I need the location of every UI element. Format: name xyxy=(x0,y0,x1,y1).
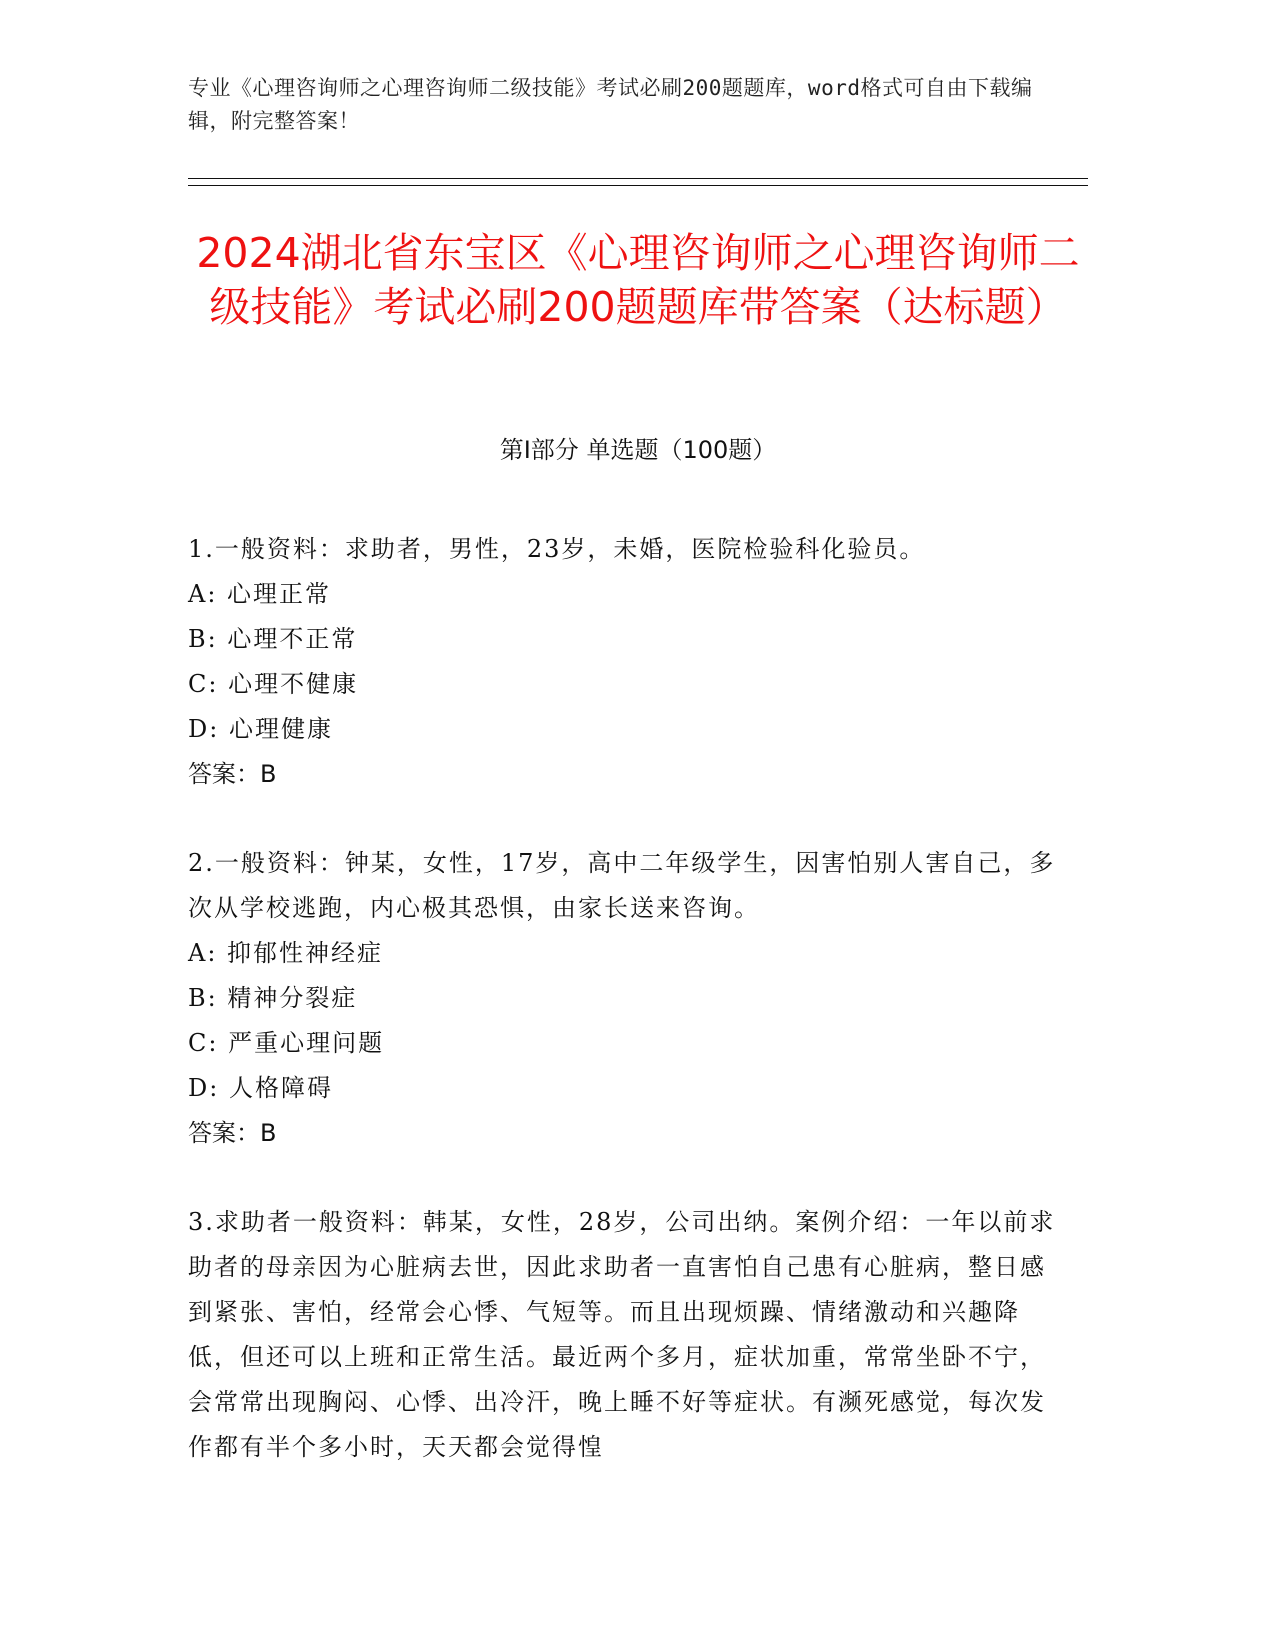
question-stem: 3.求助者一般资料：韩某，女性，28岁，公司出纳。案例介绍：一年以前求助者的母亲因为心脏病去世，因此求助者一直害怕自己患有心脏病，整日感到紧张、害怕，经常会心悸、气短等。而且出现烦躁、情绪激动和兴趣降低，但还可以上班和正常生活。最近两个多月，症状加重，常常坐卧不宁，会常常出现胸闷、心悸、出冷汗，晚上睡不好等症状。有濒死感觉，每次发作都有半个多小时，天天都会觉得惶 xyxy=(188,1208,1056,1461)
header-rule-bottom xyxy=(188,185,1088,186)
option-b: B: 精神分裂症 xyxy=(188,984,358,1012)
question-stem: 1.一般资料：求助者，男性，23岁，未婚，医院检验科化验员。 xyxy=(188,535,926,563)
option-a: A: 抑郁性神经症 xyxy=(188,939,384,967)
question-2 xyxy=(188,841,1068,1156)
question-stem: 2.一般资料：钟某，女性，17岁，高中二年级学生，因害怕别人害自己，多次从学校逃跑，内心极其恐惧，由家长送来咨询。 xyxy=(188,849,1056,922)
answer: 答案：B xyxy=(188,1119,277,1147)
option-d: D: 人格障碍 xyxy=(188,1074,333,1102)
option-c: C: 严重心理问题 xyxy=(188,1029,385,1057)
section-title: 第I部分 单选题（100题） xyxy=(499,436,777,464)
header-rule-top xyxy=(188,178,1088,179)
question-3 xyxy=(188,1200,1068,1470)
question-list xyxy=(188,527,1068,1514)
document-title: 2024湖北省东宝区《心理咨询师之心理咨询师二级技能》考试必刷200题题库带答案（达标题） xyxy=(196,229,1080,331)
option-c: C: 心理不健康 xyxy=(188,670,359,698)
option-b: B: 心理不正常 xyxy=(188,625,358,653)
option-a: A: 心理正常 xyxy=(188,580,332,608)
answer: 答案：B xyxy=(188,760,277,788)
question-1 xyxy=(188,527,1068,797)
header-note: 专业《心理咨询师之心理咨询师二级技能》考试必刷200题题库，word格式可自由下载编辑，附完整答案！ xyxy=(188,76,1033,133)
option-d: D: 心理健康 xyxy=(188,715,333,743)
